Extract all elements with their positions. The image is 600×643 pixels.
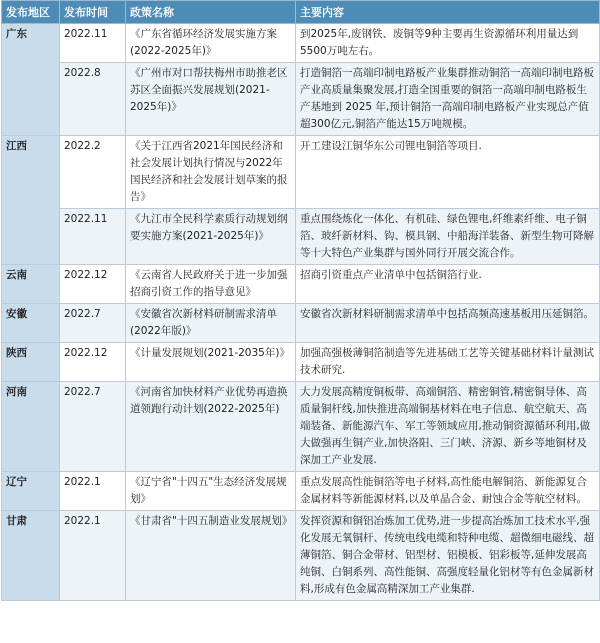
content-cell: 重点围绕炼化一体化、有机硅、绿色锂电,纤维素纤维、电子铜箔、玻纤新材料、钩、模具钢、中船海洋装备、新型生物可降解等十大特色产业集群与国外同行开展交流合作。	[296, 209, 600, 265]
region-cell: 安徽	[2, 304, 60, 343]
policy-cell: 《关于江西省2021年国民经济和社会发展计划执行情况与2022年国民经济和社会发展计划草案的报告》	[126, 136, 296, 209]
table-row	[2, 136, 600, 209]
date-cell: 2022.1	[60, 511, 126, 601]
content-cell: 招商引资重点产业清单中包括铜箔行业.	[296, 265, 600, 304]
content-cell: 加强高强极薄铜箔制造等先进基础工艺等关键基础材料计量测试技术研究.	[296, 343, 600, 382]
content-cell: 大力发展高精度铜板带、高端铜箔、精密铜管,精密铜导体、高质量铜杆线,加快推进高端铜基材料在电子信息、航空航天、高端装备、新能源汽车、军工等领域应用,推动铜资源循环利用,做大做强再生铜产业,加快洛阳、三门峡、济源、新乡等地铜材及深加工产业发展.	[296, 382, 600, 472]
header-content: 主要内容	[296, 1, 600, 24]
content-cell: 打造铜箔一高端印制电路板产业集群推动铜箔一高端印制电路板产业高质量集聚发展,打造全国重要的铜箔一高端印制电路板生产基地到 2025 年,预计铜箔一高端印制电路板产业实现总产值超300亿元,铜箔产能达15万吨规模。	[296, 63, 600, 136]
policy-cell: 《安徽省次新材料研制需求清单(2022年版)》	[126, 304, 296, 343]
table-row	[2, 472, 600, 511]
policy-cell: 《广州市对口帮扶梅州市助推老区苏区全面振兴发展规划(2021-2025年)》	[126, 63, 296, 136]
header-policy: 政策名称	[126, 1, 296, 24]
content-cell: 到2025年,废钢铁、废铜等9种主要再生资源循环利用量达到5500万吨左右。	[296, 24, 600, 63]
date-cell: 2022.1	[60, 472, 126, 511]
date-cell: 2022.2	[60, 136, 126, 209]
table-row	[2, 209, 600, 265]
table-header-row	[2, 1, 600, 24]
date-cell: 2022.12	[60, 265, 126, 304]
content-cell: 重点发展高性能铜箔等电子材料,高性能电解铜箔、新能源复合金属材料等新能源材料,以及单晶合金、耐蚀合金等航空材料。	[296, 472, 600, 511]
policy-cell: 《计量发展规划(2021-2035年)》	[126, 343, 296, 382]
date-cell: 2022.8	[60, 63, 126, 136]
policy-cell: 《九江市全民科学素质行动规划纲要实施方案(2021-2025年)》	[126, 209, 296, 265]
region-cell: 河南	[2, 382, 60, 472]
table-row	[2, 24, 600, 63]
table-row	[2, 63, 600, 136]
table-row	[2, 343, 600, 382]
table-row	[2, 382, 600, 472]
region-cell: 江西	[2, 136, 60, 265]
region-cell: 云南	[2, 265, 60, 304]
policy-cell: 《云南省人民政府关于进一步加强招商引资工作的指导意见》	[126, 265, 296, 304]
region-cell: 广东	[2, 24, 60, 136]
content-cell: 发挥资源和铜铝冶炼加工优势,进一步提高冶炼加工技术水平,强化发展无氧铜杆、传统电线电缆和特种电缆、超微细电磁线、超薄铜箔、铜合金带材、铝型材、铝模板、铝彩板等,延伸发展高纯铜、白铜系列、高性能铜、高强度轻量化铝材等有色金属新材料,形成有色金属高精深加工产业集群.	[296, 511, 600, 601]
policy-cell: 《广东省循环经济发展实施方案(2022-2025年)》	[126, 24, 296, 63]
region-cell: 甘肃	[2, 511, 60, 601]
date-cell: 2022.7	[60, 382, 126, 472]
header-region: 发布地区	[2, 1, 60, 24]
header-date: 发布时间	[60, 1, 126, 24]
date-cell: 2022.12	[60, 343, 126, 382]
region-cell: 陕西	[2, 343, 60, 382]
date-cell: 2022.7	[60, 304, 126, 343]
table-row	[2, 511, 600, 601]
content-cell: 安徽省次新材料研制需求清单中包括高频高速基板用压延铜箔。	[296, 304, 600, 343]
policy-table	[1, 0, 600, 601]
date-cell: 2022.11	[60, 209, 126, 265]
policy-cell: 《甘肃省"十四五制造业发展规划》	[126, 511, 296, 601]
table-row	[2, 304, 600, 343]
date-cell: 2022.11	[60, 24, 126, 63]
policy-cell: 《河南省加快材料产业优势再造换道领跑行动计划(2022-2025年)	[126, 382, 296, 472]
content-cell: 开工建设江铜华东公司锂电铜箔等项目.	[296, 136, 600, 209]
region-cell: 辽宁	[2, 472, 60, 511]
policy-cell: 《辽宁省"十四五"生态经济发展规划》	[126, 472, 296, 511]
table-row	[2, 265, 600, 304]
